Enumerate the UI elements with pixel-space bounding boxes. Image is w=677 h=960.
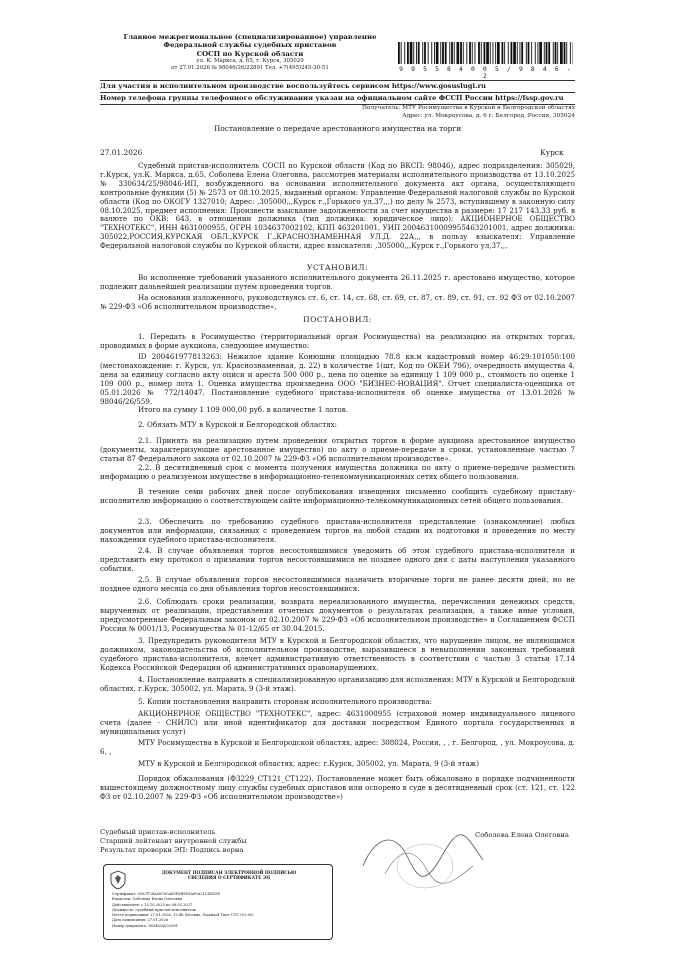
postanovil-heading: ПОСТАНОВИЛ: <box>303 315 372 324</box>
emblem-icon <box>109 870 127 890</box>
stamp-doc-number: Номер документа: 98046/26/22891 <box>112 923 179 928</box>
item-1-property: ID 200461977813263: Нежилое здание Конюшни площадью 78.8 кв.м кадастровый номер 46:29:101050:100 (местонахождение: г. Курск, ул. Краснознаменная, д. 22) в количестве 1(шт, Код по ОКЕИ 796), очередность имущества 4, цена за единицу согласно акту описи и ареста 500 000 р., цена по оценке за единицу 1 109 000 р., стоимость по оценке 1 109 000 р., номер лота 1. Оценка имущества произведена ООО "БИЗНЕС-НОВАЦИЯ". Отчет специалиста-оценщика от 05.01.2026 № 772/14047. Постановление судебного пристава-исполнителя об оценке имущества от 13.01.2026 № 98046/26/559. <box>100 352 575 406</box>
item-4: 4. Постановление направить в специализированную организацию для исполнения: МТУ в Курской и Белгородской областях, г.Курск, 305002, ул. Марата, 9 (3-й этаж). <box>100 675 575 693</box>
item-5-recipient-debtor: АКЦИОНЕРНОЕ ОБЩЕСТВО "ТЕХНОТЕКС", адрес: 4631000955 (страховой номер индивидуального лицевого счета (далее - СНИЛС) или иной идентификатор для доставки посредством Единого портала государственных и муниципальных услуг) <box>100 709 575 736</box>
org-address: ул. К. Маркса, д. 65, г. Курск, 305029 <box>196 58 304 65</box>
stamp-certificate: Сертификат: 00A7F26A60C80A83F8B9D8A90A21C40D5E <box>112 892 221 896</box>
stamp-owner: Владелец: Соболева Елена Олеговна <box>112 897 183 902</box>
item-5-recipient-org: МТУ в Курской и Белгородской областях, адрес: г.Курск, 305002, ул. Марата, 9 (3-й этаж) <box>138 759 479 768</box>
recipient <box>100 104 575 120</box>
stamp-position: Должность: судебный пристав-исполнитель <box>112 907 196 912</box>
header-divider-2 <box>100 92 575 93</box>
gosuslugi-notice: Для участия в исполнительном производстве воспользуйтесь сервисом https://www.gosuslugi.ru <box>100 82 486 90</box>
ustanovil-heading: УСТАНОВИЛ: <box>306 263 369 272</box>
item-2-4: 2.4. В случае объявления торгов несостоявшимися уведомить об этом судебного пристава-исполнителя и представить ему протокол о признании торгов несостоявшимися не позднее одного дня с даты наступления указанного события. <box>100 546 575 573</box>
stamp-place: Место подписания: 27.01.2026, 12:48 (Москва, Standard Time UTC+03:00) <box>112 913 254 918</box>
item-1-total: Итого на сумму 1 109 000,00 руб. в количестве 1 лотов. <box>138 405 348 414</box>
barcode <box>398 42 573 64</box>
phone-notice: Номер телефона группы телефонного обслуживания указан на официальном сайте ФССП России https://fssp.gov.ru <box>100 94 564 102</box>
reg-number: от 27.01.2026 № 98046/26/22891 Тел. +7(495)245-30-51 <box>171 65 329 72</box>
barcode-number: 9 9 5 5 8 4 0 0 5 / 9 8 4 6 - 2 <box>399 66 573 80</box>
signer-position: Судебный пристав-исполнитель <box>100 828 216 836</box>
document-city: Курск <box>540 148 564 157</box>
signature-check: Результат проверки ЭП: Подпись верна <box>100 846 244 854</box>
header-divider <box>100 80 575 81</box>
org-line-2: Федеральной службы судебных приставов <box>163 41 337 50</box>
stamp-title <box>134 870 324 880</box>
item-2-5: 2.5. В случае объявления торгов несостоявшимися назначить вторичные торги не ранее десяти дней, но не позднее одного месяца со дня объявления торгов несостоявшимися. <box>100 575 575 593</box>
item-2: 2. Обязать МТУ в Курской и Белгородской областях: <box>138 420 337 429</box>
e-signature-stamp <box>103 864 333 940</box>
stamp-details <box>112 892 327 929</box>
legal-basis: На основании изложенного, руководствуясь ст. 6, ст. 14, ст. 68, ст. 69, ст. 87, ст. 89, ст. 91, ст. 92 ФЗ от 02.10.2007 № 229-ФЗ «Об исполнительном производстве», <box>100 293 575 311</box>
item-2-1: 2.1. Принять на реализацию путем проведения открытых торгов в форме аукциона арестованное имущество (документы, характеризующие арестованное имущество) по акту о приеме-передаче в сроки, установленные частью 7 статьи 87 Федерального закона от 02.10.2007 № 229-ФЗ «Об исполнительном производстве». <box>100 436 575 463</box>
issuer-header <box>100 33 400 72</box>
stamp-title-line-2: СВЕДЕНИЯ О СЕРТИФИКАТЕ ЭП <box>187 875 271 881</box>
item-2-2: 2.2. В десятидневный срок с момента получения имущества должника по акту о приеме-передаче разместить информацию о реализуемом имуществе в информационно-телекоммуникационных сетях общего пользования. <box>100 463 575 481</box>
document-date: 27.01.2026 <box>100 148 143 157</box>
item-5: 5. Копии постановления направить сторонам исполнительного производства: <box>138 697 432 706</box>
item-2-2-notice: В течение семи рабочих дней после опубликования извещения письменно сообщить судебному приставу-исполнителю информацию о соответствующем сайте информационно-телекоммуникационных сетей общего пользования. <box>100 487 575 505</box>
org-line-1: Главное межрегиональное (специализированное) управление <box>123 33 377 41</box>
signer-rank: Старший лейтенант внутренней службы <box>100 837 247 845</box>
item-5-recipient-mtu: МТУ Росимущества в Курской и Белгородской областях, адрес: 308024, Россия, , , г. Белгород, , ул. Мокроусова, д. 6, , <box>100 738 575 756</box>
ustanovil-text: Во исполнение требований указанного исполнительного документа 26.11.2025 г. арестовано имущество, которое подлежит дальнейшей реализации путем проведения торгов. <box>100 273 575 291</box>
stamp-validity: Действителен: с 15.10.2025 по 08.01.2027 <box>112 902 193 907</box>
item-3: 3. Предупредить руководителя МТУ в Курской и Белгородской областях, что нарушение лицом, не являющимся должником, законодательства об исполнительном производстве, выразившееся в невыполнении законных требований судебного пристава-исполнителя, влечет административную ответственность в соответствии с частью 3 статьи 17.14 Кодекса Российской Федерации об административных правонарушениях. <box>100 636 575 672</box>
org-line-3: СОСП по Курской области <box>196 49 304 58</box>
appeal-procedure: Порядок обжалования (Ф3229_СТ121_СТ122). Постановление может быть обжаловано в порядке подчиненности вышестоящему должностному лицу службы судебных приставов или оспорено в суде в десятидневный срок (ст. 121, ст. 122 ФЗ от 02.10.2007 № 229-ФЗ «Об исполнительном производстве») <box>100 774 575 801</box>
recipient-name: Получатель: МТУ Росимущества в Курской и Белгородской областях <box>361 105 575 111</box>
stamp-title-line-1: ДОКУМЕНТ ПОДПИСАН ЭЛЕКТРОННОЙ ПОДПИСЬЮ <box>161 870 297 875</box>
recipient-address: Адрес: ул. Мокроусова, д. 6 г. Белгород, Россия, 305024 <box>402 113 575 119</box>
handwritten-signature <box>355 826 495 896</box>
document-title: Постановление о передаче арестованного имущества на торги <box>213 124 462 133</box>
item-1: 1. Передать в Росимущество (территориальный орган Росимущества) на реализацию на открытых торгах, проводимых в форме аукциона, следующее имущество: <box>100 332 575 350</box>
signer-name: Соболева Елена Олеговна <box>475 831 569 839</box>
item-2-3: 2.3. Обеспечить по требованию судебного пристава-исполнителя представление (ознакомление) любых документов или информации, связанных с проведением торгов на любой стадии их подготовки и проведения по месту нахождения судебного пристава-исполнителя. <box>100 517 575 544</box>
item-2-6: 2.6. Соблюдать сроки реализации, возврата нереализованного имущества, перечисления денежных средств, вырученных от реализации, представления отчетных документов о результатах реализации, а также иные условия, предусмотренные Федеральным законом от 02.10.2007 № 229-ФЗ «Об исполнительном производстве» и Соглашением ФССП России № 0001/13, Росимущества № 01-12/65 от 30.04.2015. <box>100 597 575 633</box>
stamp-date: Дата подписания: 27.01.2026 <box>112 918 169 923</box>
intro-paragraph: Судебный пристав-исполнитель СОСП по Курской области (Код по ВКСП: 98046), адрес подразделения: 305029, г.Курск, ул.К. Маркса, д.65, Соболева Елена Олеговна, рассмотрев материалы исполнительного производства от 13.10.2025 № 330634/25/98046-ИП, возбужденного на основании исполнительного документа акт органа, осуществляющего контрольные функции (5) № 2573 от 08.10.2025, выданный органом: Управление Федеральной налоговой службы по Курской области (Код по ОКОГУ 1327010; Адрес: ,305000,,,Курск г.,Горького ул,37,,,) по делу № 2573, вступившему в законную силу 08.10.2025, предмет исполнения: Произвести взыскание задолженности за счет имущества в размере: 17 217 143.33 руб. в валюте по ОКВ: 643, в отношении должника (тип должника: юридическое лицо): АКЦИОНЕРНОЕ ОБЩЕСТВО "ТЕХНОТЕКС", ИНН 4631000955, ОГРН 1034637002102, КПП 463201001, УИП 20046310009955463201001, адрес должника: 305022,РОССИЯ,КУРСКАЯ ОБЛ.,КУРСК Г.,КРАСНОЗНАМЕННАЯ УЛ.Д. 22А,,, в пользу взыскателя: Управление Федеральной налоговой службы по Курской области, адрес взыскателя: ,305000,,,Курск г.,Горького ул,37,,, <box>100 161 575 251</box>
